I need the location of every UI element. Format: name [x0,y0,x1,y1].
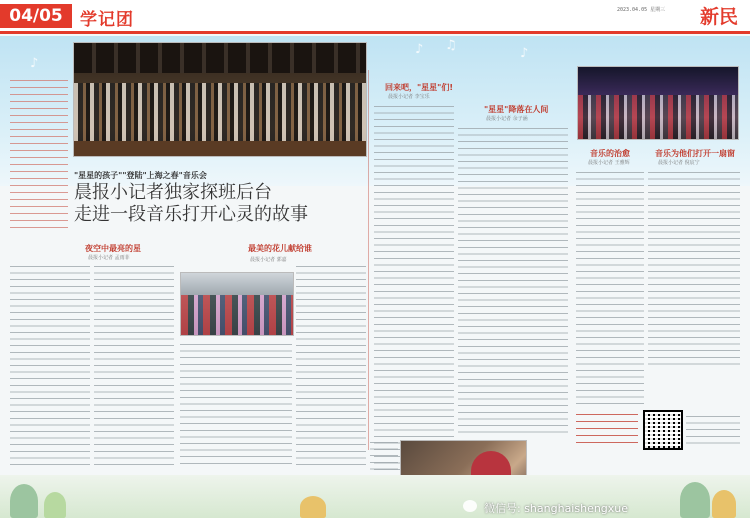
article-body [10,262,90,467]
page-header [0,0,750,34]
article-title: 夜空中最亮的星 [85,244,141,253]
article-body [576,168,644,406]
promo-text [686,412,740,446]
wechat-icon [463,500,477,512]
feature-kicker: "星星的孩子""登陆"上海之春"音乐会 [74,171,207,180]
article-body [458,124,568,436]
footer-scenery [0,475,750,518]
music-note-icon: ♪ [520,46,529,61]
article-body [94,262,174,467]
feature-headline: 晨报小记者独家探班后台 走进一段音乐打开心灵的故事 [74,182,308,225]
promo-text [576,410,638,446]
column-divider [368,70,369,450]
section-title: 学记团 [80,10,134,30]
article-byline: 晨报小记者 倪宸宁 [658,160,700,166]
article-byline: 晨报小记者 郭嘉 [250,257,287,263]
tree-icon [712,490,736,518]
article-title: 回来吧，"星星"们! [385,83,453,92]
children-photo [180,272,294,336]
article-byline: 晨报小记者 李宝乐 [388,94,430,100]
lead-pull-text [10,76,68,232]
header-rule [0,31,750,34]
performance-photo [577,66,739,140]
photo-caption [370,438,398,472]
tree-icon [680,482,710,518]
newspaper-logo: 新民 [700,6,739,28]
music-note-icon: ♫ [445,38,457,53]
orchestra-photo [73,42,367,157]
article-title: 音乐为他们打开一扇窗 [655,149,735,158]
issue-number: 04/05 [0,4,72,28]
music-note-icon: ♪ [30,56,39,71]
tree-icon [300,496,326,518]
article-body [374,102,454,470]
article-title: "星星"降落在人间 [484,105,549,114]
article-title: 最美的花儿献给谁 [248,244,312,253]
date-meta: 2023.04.05 星期三 [617,7,666,13]
article-byline: 晨报小记者 孟雨菲 [88,255,130,261]
article-byline: 晨报小记者 余子涵 [486,116,528,122]
article-body [180,340,292,468]
qr-code[interactable] [643,410,683,450]
article-byline: 晨报小记者 王雅辉 [588,160,630,166]
article-body [648,168,740,368]
music-note-icon: ♪ [415,42,424,57]
article-title: 音乐的治愈 [590,149,630,158]
tree-icon [44,492,66,518]
watermark: 微信号: shanghaishengxue [484,502,629,515]
tree-icon [10,484,38,518]
article-body [296,262,366,468]
